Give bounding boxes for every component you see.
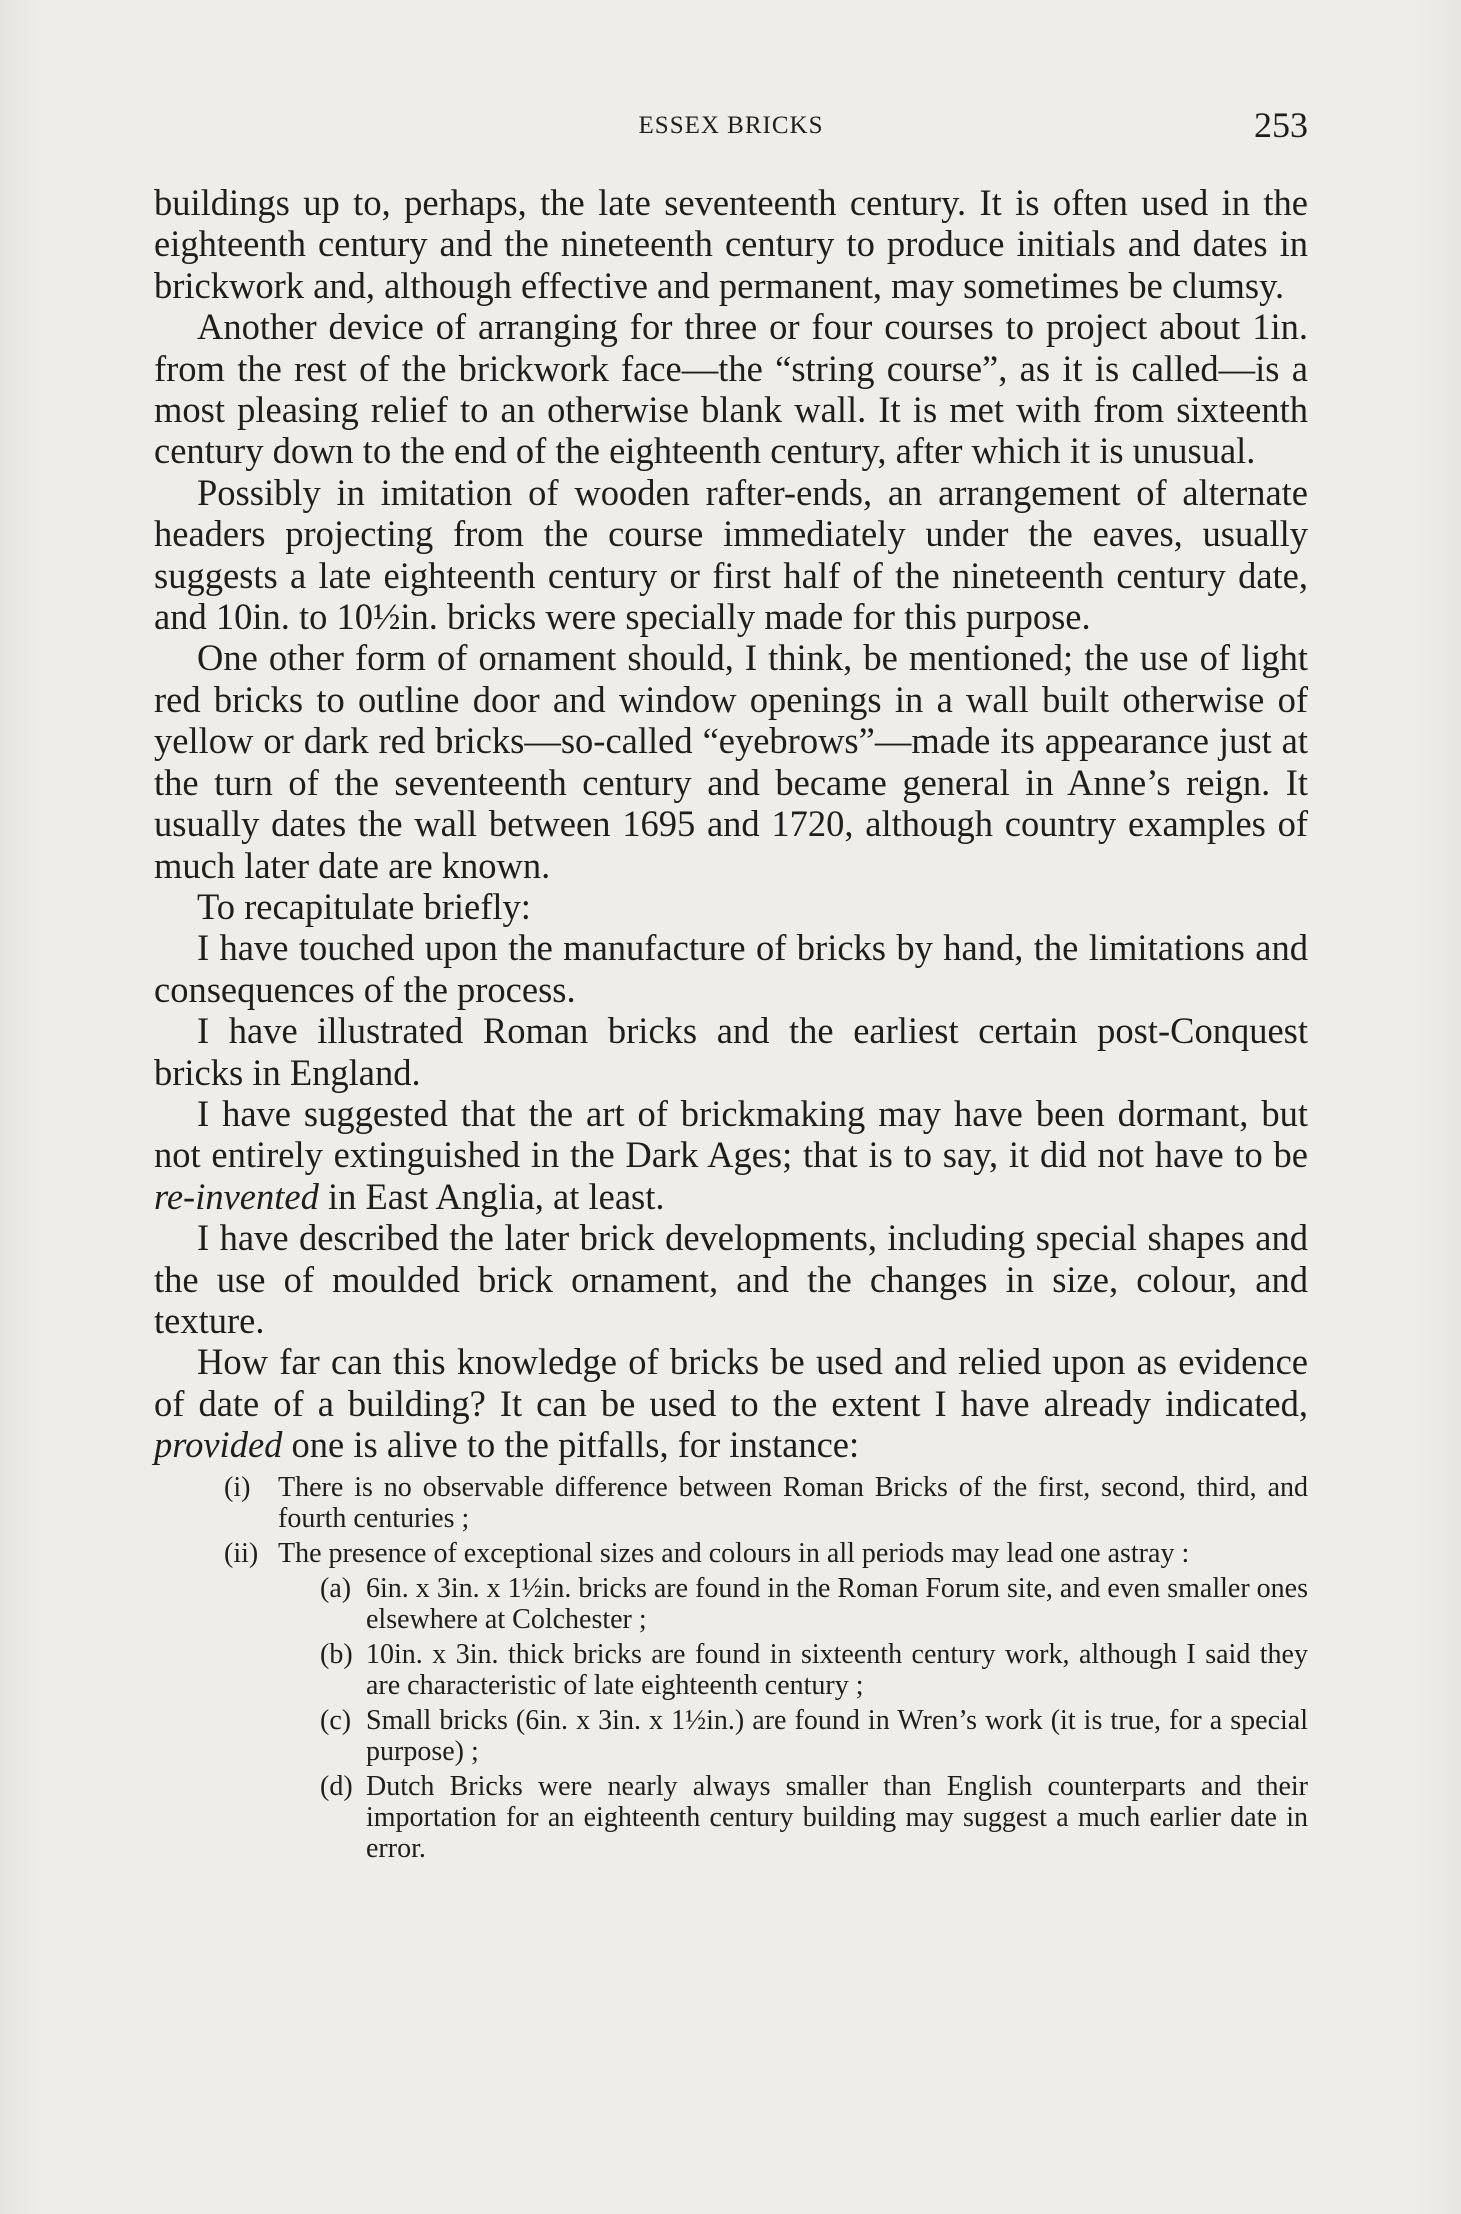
sub-list-item bbox=[320, 1771, 1308, 1864]
list-item bbox=[224, 1538, 1308, 1569]
running-head: ESSEX BRICKS bbox=[638, 112, 824, 139]
italic-text: re-invented bbox=[154, 1175, 319, 1217]
page-number: 253 bbox=[1254, 105, 1308, 145]
paragraph bbox=[154, 1341, 1308, 1465]
page-header bbox=[154, 104, 1308, 152]
list-item-number: (ii) bbox=[224, 1537, 259, 1569]
text-run: I have suggested that the art of brickmaking may have been dormant, but not entirely extinguished in the Dark Ages; that is to say, it did not have to be bbox=[154, 1092, 1308, 1176]
paragraph: One other form of ornament should, I think, be mentioned; the use of light red bricks to outline door and window openings in a wall built otherwise of yellow or dark red bricks—so-called “eyebrows”—made its appearance just at the turn of the seventeenth century and became general in Anne’s reign. It usually dates the wall between 1695 and 1720, although country examples of much later date are known. bbox=[154, 637, 1308, 886]
paragraph: Possibly in imitation of wooden rafter-ends, an arrangement of alternate headers projecting from the course immediately under the eaves, usually suggests a late eighteenth century or first half of the nineteenth century date, and 10in. to 10½in. bricks were specially made for this purpose. bbox=[154, 471, 1308, 638]
page-body bbox=[154, 182, 1308, 1864]
paragraph bbox=[154, 1093, 1308, 1217]
sub-list-item-letter: (b) bbox=[320, 1638, 353, 1670]
text-run: How far can this knowledge of bricks be used and relied upon as evidence of date of a building? It can be used to the extent I have already indicated, bbox=[154, 1341, 1308, 1424]
text-run: one is alive to the pitfalls, for instance: bbox=[282, 1424, 860, 1466]
list-item-number: (i) bbox=[224, 1471, 251, 1503]
sub-list-item bbox=[320, 1705, 1308, 1767]
list-item-text: There is no observable difference between Roman Bricks of the first, second, third, and fourth centuries ; bbox=[278, 1471, 1308, 1534]
paragraph: I have illustrated Roman bricks and the earliest certain post-Conquest bricks in England. bbox=[154, 1010, 1308, 1093]
sub-list-item-text: Dutch Bricks were nearly always smaller than English counterparts and their importation for an eighteenth century building may suggest a much earlier date in error. bbox=[366, 1770, 1308, 1864]
sub-list-item-text: Small bricks (6in. x 3in. x 1½in.) are found in Wren’s work (it is true, for a special purpose) ; bbox=[366, 1704, 1308, 1767]
list-item-text: The presence of exceptional sizes and colours in all periods may lead one astray : bbox=[278, 1537, 1190, 1569]
sub-list-item bbox=[320, 1573, 1308, 1635]
sub-list-item-letter: (d) bbox=[320, 1770, 353, 1802]
pitfalls-list bbox=[154, 1472, 1308, 1864]
sub-list-item-letter: (c) bbox=[320, 1704, 352, 1736]
list-item bbox=[224, 1472, 1308, 1534]
sub-list-item-text: 10in. x 3in. thick bricks are found in sixteenth century work, although I said they are characteristic of late eighteenth century ; bbox=[366, 1638, 1308, 1701]
paragraph: I have described the later brick developments, including special shapes and the use of moulded brick ornament, and the changes in size, colour, and texture. bbox=[154, 1217, 1308, 1341]
paragraph: buildings up to, perhaps, the late seventeenth century. It is often used in the eighteenth century and the nineteenth century to produce initials and dates in brickwork and, although effective and permanent, may sometimes be clumsy. bbox=[154, 182, 1308, 306]
paragraph: To recapitulate briefly: bbox=[197, 885, 531, 927]
sub-list-item bbox=[320, 1639, 1308, 1701]
paragraph: Another device of arranging for three or four courses to project about 1in. from the rest of the brickwork face—the “string course”, as it is called—is a most pleasing relief to an otherwise blank wall. It is met with from sixteenth century down to the end of the eighteenth century, after which it is unusual. bbox=[154, 306, 1308, 472]
italic-text: provided bbox=[154, 1424, 283, 1466]
paragraph: I have touched upon the manufacture of bricks by hand, the limitations and consequences of the process. bbox=[154, 927, 1308, 1010]
sub-list-item-letter: (a) bbox=[320, 1572, 352, 1604]
sub-list-item-text: 6in. x 3in. x 1½in. bricks are found in the Roman Forum site, and even smaller ones elsewhere at Colchester ; bbox=[366, 1572, 1308, 1635]
text-run: in East Anglia, at least. bbox=[318, 1175, 665, 1217]
